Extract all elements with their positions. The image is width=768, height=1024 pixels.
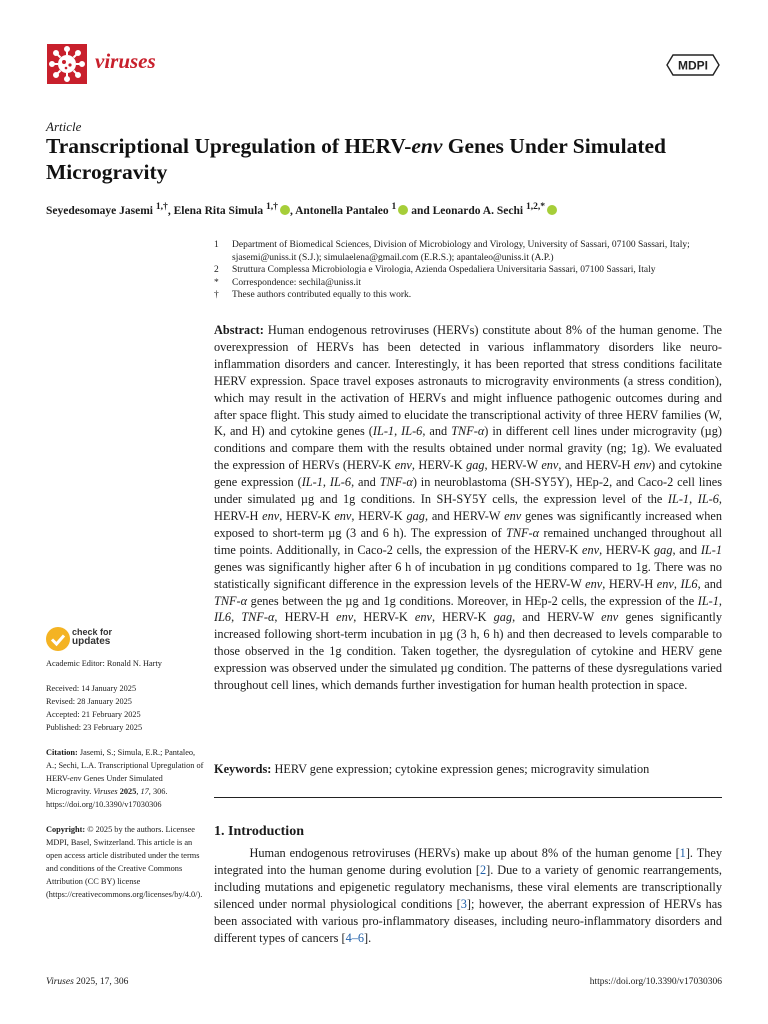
affiliation-text: Correspondence: sechila@uniss.it (232, 277, 362, 288)
abstract: Abstract: Human endogenous retroviruses (HERVs) constitute about 8% of the human genome. The overexpression of HERVs has been detected in various inflammatory disorders like neuro-inflammation disorders and cancer. Interestingly, it has been reported that stress conditions facilitate HERV expression. Space travel exposes astronauts to microgravity environments (a stress condition), which may result in the activation of HERVs and might influence pathogenic outcomes during and after space flight. This study aimed to elucidate the transcriptional activity of three HERV families (W, K, and H) and cytokine genes (IL-1, IL-6, and TNF-α) in different cell lines under microgravity (µg) conditions and compare them with the results obtained under normal gravity (ng; 1g). We evaluated the expression of HERVs (HERV-K env, HERV-K gag, HERV-W env, and HERV-H env) and cytokine gene expression (IL-1, IL-6, and TNF-α) in neuroblastoma (SH-SY5Y), HEp-2, and Caco-2 cell lines under simulated µg and 1g conditions. In SH-SY5Y cells, the expression level of the IL-1, IL-6, HERV-H env, HERV-K env, HERV-K gag, and HERV-W env genes was significantly increased when exposed to short-term µg (3 and 6 h). The expression of TNF-α remained unchanged throughout all time points. Additionally, in Caco-2 cells, the expression of the HERV-K env, HERV-K gag, and IL-1 genes was significantly higher after 6 h of incubation in µg conditions compared to 1g. There was no statistically significant difference in the expression levels of the HERV-W env, HERV-H env, IL6, and TNF-α genes between the µg and 1g conditions. Moreover, in HEp-2 cells, the expression of the IL-1, IL6, TNF-α, HERV-H env, HERV-K env, HERV-K gag, and HERV-W env genes significantly increased following short-term incubation in µg (3 h, 6 h) and then decreased to levels comparable to those observed in the 1g condition. Taken together, the dysregulation of cytokine and HERV gene expression was observed under the simulated µg condition. The patterns of these dysregulations varied throughout cell lines, which demands further investigation for human health protection in space. (214, 323, 723, 693)
author-name: Elena Rita Simula (173, 204, 266, 217)
affiliation-item (214, 289, 734, 302)
citation-link[interactable]: 2 (479, 863, 487, 877)
citation-link[interactable]: 4–6 (345, 931, 365, 945)
orcid-icon[interactable] (398, 205, 408, 215)
orcid-icon[interactable] (280, 205, 290, 215)
date-accepted: Accepted: 21 February 2025 (46, 710, 141, 719)
section-divider (214, 797, 722, 798)
date-published: Published: 23 February 2025 (46, 723, 143, 732)
citation-label: Citation: (46, 748, 78, 757)
citation-link[interactable]: 1 (679, 846, 686, 860)
date-received: Received: 14 January 2025 (46, 684, 137, 693)
academic-editor: Academic Editor: Ronald N. Harty (46, 659, 162, 668)
article-info-sidebar (46, 657, 206, 913)
copyright-label: Copyright: (46, 825, 86, 834)
orcid-icon[interactable] (547, 205, 557, 215)
author-affiliation-marker: 1,2,* (525, 201, 546, 212)
affiliation-marker: 2 (214, 265, 219, 275)
virus-logo-icon (47, 44, 87, 84)
copyright-block: Copyright: © 2025 by the authors. Licensee MDPI, Basel, Switzerland. This article is an open access article distributed under the terms and conditions of the Creative Commons Attribution (CC BY) license (https://creativecommons.org/licenses/by/4.0/). (46, 825, 203, 899)
affiliations (214, 239, 734, 302)
author-name: Antonella Pantaleo (295, 204, 392, 217)
author-name: Leonardo A. Sechi (432, 204, 526, 217)
introduction-text: Human endogenous retroviruses (HERVs) make up about 8% of the human genome [1]. They integrated into the human genome during evolution [2]. Due to a variety of genomic rearrangements, including mutations and epigenetic regulatory mechanisms, these viral elements are transcriptionally silenced under normal physiological conditions [3]; however, the aberrant expression of HERVs has been associated with various pro-inflammatory diseases, including neuro-inflammatory disorders and different types of cancers [4–6]. (214, 846, 722, 945)
affiliation-item (214, 277, 734, 290)
affiliation-text: These authors contributed equally to this work. (232, 290, 412, 300)
citation-block: Citation: Jasemi, S.; Simula, E.R.; Pantaleo, A.; Sechi, L.A. Transcriptional Upregulation of HERV-env Genes Under Simulated Microgravity. Viruses 2025, 17, 306. https://doi.org/10.3390/v17030306 (46, 748, 204, 809)
journal-logo (47, 44, 87, 84)
publisher-logo (665, 52, 721, 78)
mdpi-logo-icon (665, 52, 721, 78)
author-affiliation-marker: 1 (391, 201, 397, 212)
keywords-text: HERV gene expression; cytokine expression genes; microgravity simulation (274, 762, 650, 776)
author-affiliation-marker: 1,† (265, 201, 278, 212)
affiliation-marker: * (214, 277, 219, 288)
author-list: Seyedesomaye Jasemi $^{1,\dagger}$, Elena Rita Simula $^{1,\dagger}$ , Antonella Pantaleo $^1$ and Leonardo A. Sechi $^{1,2,*}$ (46, 199, 736, 219)
footer-citation: Viruses 2025, 17, 306 (46, 977, 129, 987)
affiliation-item (214, 264, 734, 277)
affiliation-text: Department of Biomedical Sciences, Division of Microbiology and Virology, University of Sassari, 07100 Sassari, Italy; sjasemi@uniss.it (S.J.); simulaelena@gmail.com (E.R.S.); apantaleo@uniss.it (A.P.) (232, 240, 690, 263)
publisher-name: MDPI (678, 58, 708, 73)
date-revised: Revised: 28 January 2025 (46, 697, 132, 706)
article-type: Article (46, 119, 82, 134)
affiliation-item (214, 239, 734, 264)
journal-name: viruses (95, 49, 156, 73)
check-updates-line1: check for (72, 627, 113, 637)
section-heading-introduction: 1. Introduction (214, 824, 304, 839)
paper-title: Transcriptional Upregulation of HERV-env Genes Under Simulated Microgravity (46, 134, 666, 184)
affiliation-marker: 1 (214, 240, 219, 250)
footer-doi[interactable]: https://doi.org/10.3390/v17030306 (589, 977, 722, 987)
abstract-label: Abstract: (214, 323, 264, 337)
check-updates-icon (46, 627, 70, 651)
keywords-label: Keywords: (214, 762, 272, 776)
affiliation-marker: † (214, 290, 219, 300)
keywords (214, 761, 722, 777)
author-affiliation-marker: 1,† (155, 201, 168, 212)
affiliation-text: Struttura Complessa Microbiologia e Virologia, Azienda Ospedaliera Universitaria Sassari, 07100 Sassari, Italy (232, 265, 656, 275)
citation-link[interactable]: 3 (460, 897, 467, 911)
author-name: Seyedesomaye Jasemi (46, 204, 156, 217)
check-updates-line2: updates (72, 636, 111, 647)
publication-dates (46, 682, 206, 734)
